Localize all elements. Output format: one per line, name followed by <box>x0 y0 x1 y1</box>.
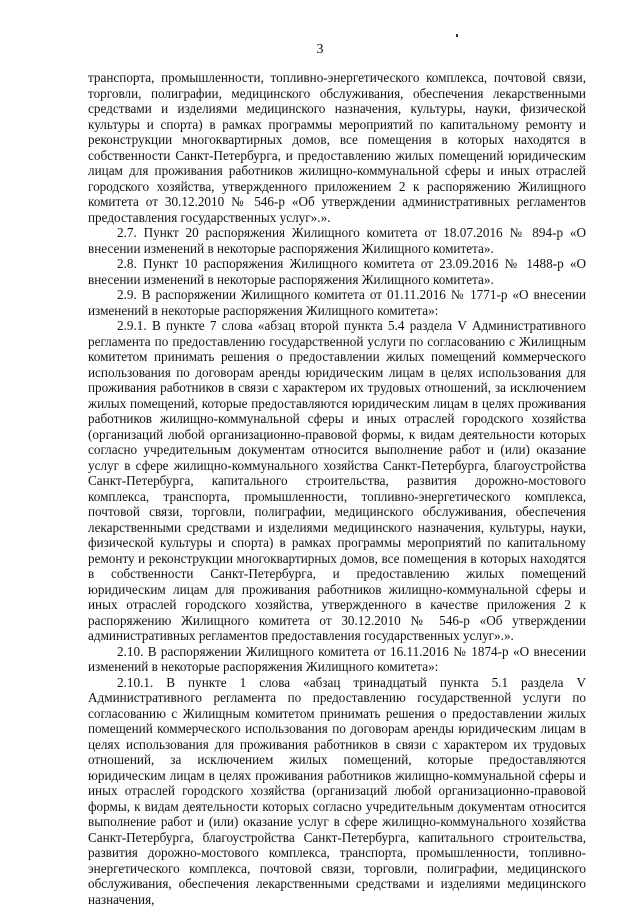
paragraph-2-10-1: 2.10.1. В пункте 1 слова «абзац тринадцатый пункта 5.1 раздела V Административного регламента по предоставлению государственной услуги по согласованию с Жилищным комитетом принимать решения о предоставлении жилых помещений коммерческого использования по договорам аренды юридическим лицам в целях использования для проживания работников в связи с характером их трудовых отношений, за исключением жилых помещений, которые предоставляются юридическим лицам в целях проживания работников жилищно-коммунальной сферы и иных отраслей городского хозяйства (организаций любой организационно-правовой формы, к видам деятельности которых согласно учредительным документам относится выполнение работ и (или) оказание услуг в сфере жилищно-коммунального хозяйства Санкт-Петербурга, благоустройства Санкт-Петербурга, капитального строительства, развития дорожно-мостового комплекса, транспорта, промышленности, топливно-энергетического комплекса, почтовой связи, торговли, полиграфии, медицинского обслуживания, обеспечения лекарственными средствами и изделиями медицинского назначения, <box>88 675 586 907</box>
document-body <box>88 70 586 907</box>
paragraph-2-9: 2.9. В распоряжении Жилищного комитета от 01.11.2016 № 1771-р «О внесении изменений в некоторые распоряжения Жилищного комитета»: <box>88 287 586 318</box>
paragraph-2-10: 2.10. В распоряжении Жилищного комитета от 16.11.2016 № 1874-р «О внесении изменений в некоторые распоряжения Жилищного комитета»: <box>88 644 586 675</box>
scan-speck <box>456 34 458 37</box>
paragraph-2-9-1: 2.9.1. В пункте 7 слова «абзац второй пункта 5.4 раздела V Административного регламента по предоставлению государственной услуги по согласованию с Жилищным комитетом принимать решения о предоставлении жилых помещений коммерческого использования по договорам аренды юридическим лицам в целях использования для проживания работников в связи с характером их трудовых отношений, за исключением жилых помещений, которые предоставляются юридическим лицам в целях проживания работников жилищно-коммунальной сферы и иных отраслей городского хозяйства (организаций любой организационно-правовой формы, к видам деятельности которых согласно учредительным документам относится выполнение работ и (или) оказание услуг в сфере жилищно-коммунального хозяйства Санкт-Петербурга, благоустройства Санкт-Петербурга, капитального строительства, развития дорожно-мостового комплекса, транспорта, промышленности, топливно-энергетического комплекса, почтовой связи, торговли, полиграфии, медицинского обслуживания, обеспечения лекарственными средствами и изделиями медицинского назначения, культуры, науки, физической культуры и спорта) в рамках программы мероприятий по капитальному ремонту и реконструкции многоквартирных домов, все помещения в которых находятся в собственности Санкт-Петербурга, и предоставлению жилых помещений юридическим лицам для проживания работников жилищно-коммунальной сферы и иных отраслей городского хозяйства, утвержденного в качестве приложения 2 к распоряжению Жилищного комитета от 30.12.2010 № 546-р «Об утверждении административных регламентов предоставления государственных услуг».». <box>88 318 586 644</box>
paragraph-continuation: транспорта, промышленности, топливно-энергетического комплекса, почтовой связи, торговли, полиграфии, медицинского обслуживания, обеспечения лекарственными средствами и изделиями медицинского назначения, культуры, науки, физической культуры и спорта) в рамках программы мероприятий по капитальному ремонту и реконструкции многоквартирных домов, все помещения в которых находятся в собственности Санкт-Петербурга, и предоставлению жилых помещений юридическим лицам для проживания работников жилищно-коммунальной сферы и иных отраслей городского хозяйства, утвержденного приложением 2 к распоряжению Жилищного комитета от 30.12.2010 № 546-р «Об утверждении административных регламентов предоставления государственных услуг».». <box>88 70 586 225</box>
page-number: 3 <box>0 42 640 58</box>
paragraph-2-8: 2.8. Пункт 10 распоряжения Жилищного комитета от 23.09.2016 № 1488-р «О внесении изменений в некоторые распоряжения Жилищного комитета». <box>88 256 586 287</box>
paragraph-2-7: 2.7. Пункт 20 распоряжения Жилищного комитета от 18.07.2016 № 894-р «О внесении изменений в некоторые распоряжения Жилищного комитета». <box>88 225 586 256</box>
